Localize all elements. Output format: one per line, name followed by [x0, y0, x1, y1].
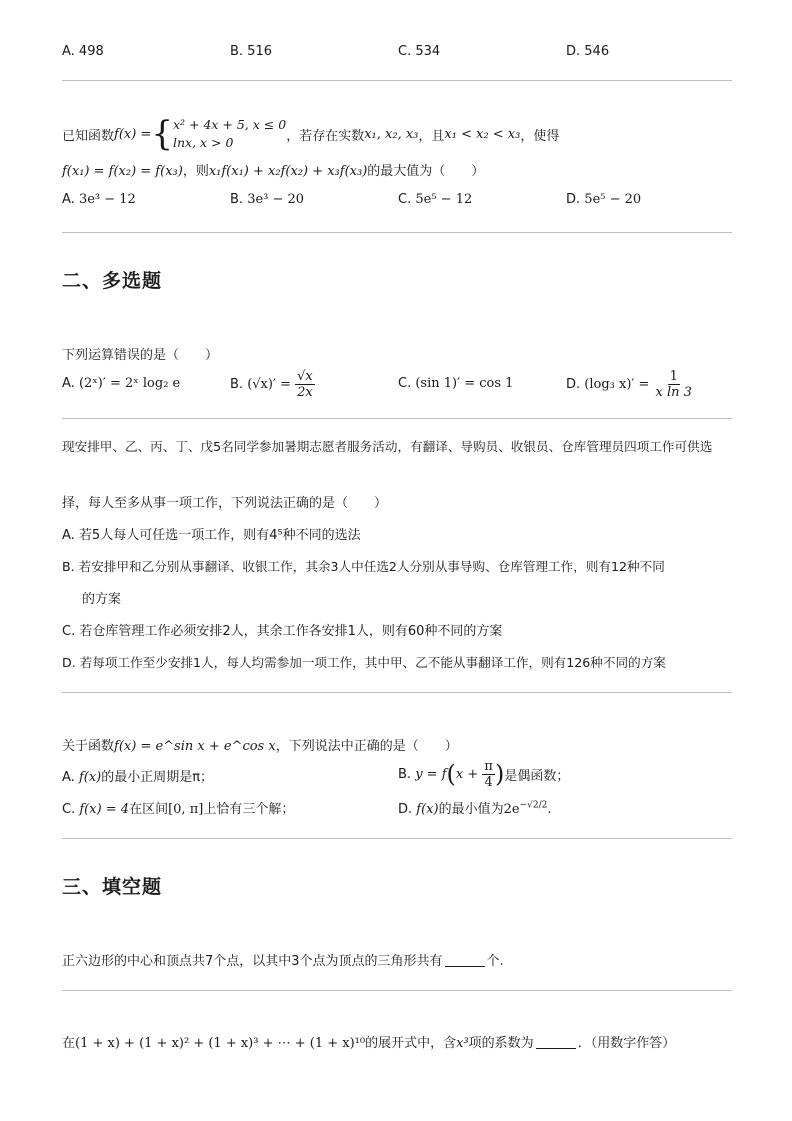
option-text: 的最小正周期是π； — [101, 770, 214, 785]
expression: x₁f(x₁) + x₂f(x₂) + x₃f(x₃) — [208, 164, 368, 179]
option-d[interactable]: D. 546 — [566, 44, 610, 59]
option-b[interactable]: B. 516 — [230, 44, 272, 59]
question-piecewise-line1 — [62, 114, 559, 154]
piecewise-cases — [173, 116, 286, 152]
option-expr: (√x)′ = — [247, 376, 291, 392]
question-func-stem — [62, 735, 458, 754]
option-letter: C. — [62, 802, 76, 817]
divider — [62, 990, 732, 991]
fraction — [295, 369, 315, 400]
option-d[interactable] — [566, 366, 694, 402]
fraction — [654, 369, 694, 400]
paren-right-icon: ) — [494, 760, 505, 788]
option-letter: C. — [398, 192, 412, 207]
option-text: 上恰有三个解； — [203, 802, 295, 817]
question-arr-line2: 择，每人至多从事一项工作，下列说法正确的是（ ） — [62, 496, 388, 511]
option-expr: 5e⁵ − 12 — [415, 192, 473, 207]
question-arr-line1: 现安排甲、乙、丙、丁、戊5名同学参加暑期志愿者服务活动，有翻译、导购员、收银员、仓库管理员四项工作可供选 — [62, 439, 713, 454]
option-a[interactable] — [62, 376, 180, 391]
option-b[interactable] — [230, 192, 304, 207]
option-a[interactable] — [62, 192, 136, 207]
question-text: 的最大值为（ ） — [367, 164, 485, 179]
option-d[interactable] — [398, 798, 551, 817]
fraction — [482, 759, 495, 790]
equation: f(x₁) = f(x₂) = f(x₃) — [62, 164, 183, 179]
question-text: 正六边形的中心和顶点共7个点，以其中3个点为顶点的三角形共有 — [62, 954, 443, 969]
option-letter: B. — [230, 376, 244, 392]
option-a[interactable] — [62, 766, 213, 785]
denominator: 4 — [484, 774, 493, 790]
expansion-expression: (1 + x) + (1 + x)² + (1 + x)³ + ⋯ + (1 + x)¹⁰ — [75, 1036, 366, 1051]
min-value: 2e — [503, 802, 520, 817]
option-b-continued: 的方案 — [82, 592, 122, 607]
divider — [62, 692, 732, 693]
brace-icon: { — [151, 114, 173, 154]
answer-blank[interactable] — [445, 954, 485, 967]
section-title: 二、多选题 — [62, 270, 163, 292]
option-letter: A. — [62, 192, 75, 207]
option-letter: A. — [62, 376, 75, 391]
interval: [0, π] — [168, 802, 204, 817]
numerator: π — [484, 758, 493, 774]
question-text: 项的系数为 — [468, 1036, 534, 1051]
min-value-exponent: −√2/2 — [519, 800, 548, 811]
option-c[interactable]: C. 若仓库管理工作必须安排2人，其余工作各安排1人，则有60种不同的方案 — [62, 624, 503, 639]
question-piecewise-line2 — [62, 160, 484, 179]
option-letter: B. — [398, 766, 412, 782]
option-letter: D. — [398, 802, 413, 817]
question-text: ，下列说法中正确的是（ ） — [275, 739, 458, 754]
numerator: 1 — [669, 368, 678, 384]
case-2: lnx, x > 0 — [172, 135, 234, 150]
question-text: ，若存在实数 — [286, 128, 365, 144]
option-letter: A. — [62, 770, 75, 785]
option-letter: B. — [230, 192, 244, 207]
option-expr: f(x) = 4 — [79, 802, 130, 817]
question-text: ．（用数字作答） — [577, 1036, 676, 1051]
option-c[interactable]: C. 534 — [398, 44, 441, 59]
option-text: 在区间 — [129, 802, 169, 817]
option-d[interactable]: D. 若每项工作至少安排1人，每人均需参加一项工作，其中甲、乙不能从事翻译工作，则有126种不同的方案 — [62, 655, 666, 670]
option-c[interactable] — [62, 798, 294, 817]
option-a[interactable]: A. 若5人每人可任选一项工作，则有4⁵种不同的选法 — [62, 528, 361, 543]
function-symbol: f(x) = — [114, 126, 152, 142]
variables: x₁, x₂, x₃ — [364, 126, 419, 142]
option-expr: (sin 1)′ = cos 1 — [415, 376, 514, 391]
option-text: 是偶函数； — [504, 768, 570, 784]
option-expr: 3e³ − 12 — [78, 192, 136, 207]
question-text: 在 — [62, 1036, 76, 1051]
section-title: 三、填空题 — [62, 876, 163, 898]
option-expr: (2ˣ)′ = 2ˣ log₂ e — [78, 376, 181, 391]
paren-left-icon: ( — [446, 760, 456, 788]
question-expand — [62, 1032, 675, 1051]
option-b[interactable] — [398, 756, 569, 792]
option-expr-var: x + — [455, 766, 483, 782]
option-expr: f(x) — [416, 802, 439, 817]
question-text: 关于函数 — [62, 739, 115, 754]
divider — [62, 232, 732, 233]
option-letter: D. — [566, 192, 581, 207]
term: x³ — [456, 1036, 469, 1051]
option-expr: 5e⁵ − 20 — [584, 192, 642, 207]
condition: x₁ < x₂ < x₃ — [444, 126, 521, 142]
question-text: ，且 — [418, 128, 445, 144]
question-text: ，使得 — [520, 128, 560, 144]
divider — [62, 418, 732, 419]
question-calc-stem: 下列运算错误的是（ ） — [62, 348, 219, 363]
option-expr: (log₃ x)′ = — [584, 376, 650, 392]
option-letter: D. — [566, 376, 581, 392]
function-expression: f(x) = e^sin x + e^cos x — [114, 739, 276, 754]
question-hex — [62, 950, 504, 969]
question-text: 个. — [486, 954, 504, 969]
case-1: x² + 4x + 5, x ≤ 0 — [172, 117, 287, 132]
option-c[interactable] — [398, 192, 472, 207]
option-b[interactable]: B. 若安排甲和乙分别从事翻译、收银工作，其余3人中任选2人分别从事导购、仓库管理工作，则有12种不同 — [62, 559, 665, 574]
option-expr: y = f — [415, 766, 447, 782]
denominator: 2x — [297, 384, 313, 400]
question-text: 已知函数 — [62, 128, 115, 144]
divider — [62, 838, 732, 839]
option-text: . — [547, 802, 552, 817]
denominator: x ln 3 — [655, 384, 692, 400]
option-b[interactable] — [230, 366, 315, 402]
option-a[interactable]: A. 498 — [62, 44, 104, 59]
question-text: 的展开式中，含 — [365, 1036, 457, 1051]
numerator: √x — [297, 368, 313, 384]
option-expr: f(x) — [78, 770, 102, 785]
option-c[interactable] — [398, 376, 513, 391]
option-d[interactable] — [566, 192, 641, 207]
question-text: ，则 — [182, 164, 209, 179]
option-text: 的最小值为 — [438, 802, 504, 817]
option-letter: C. — [398, 376, 412, 391]
divider — [62, 80, 732, 81]
answer-blank[interactable] — [536, 1036, 576, 1049]
option-expr: 3e³ − 20 — [247, 192, 305, 207]
